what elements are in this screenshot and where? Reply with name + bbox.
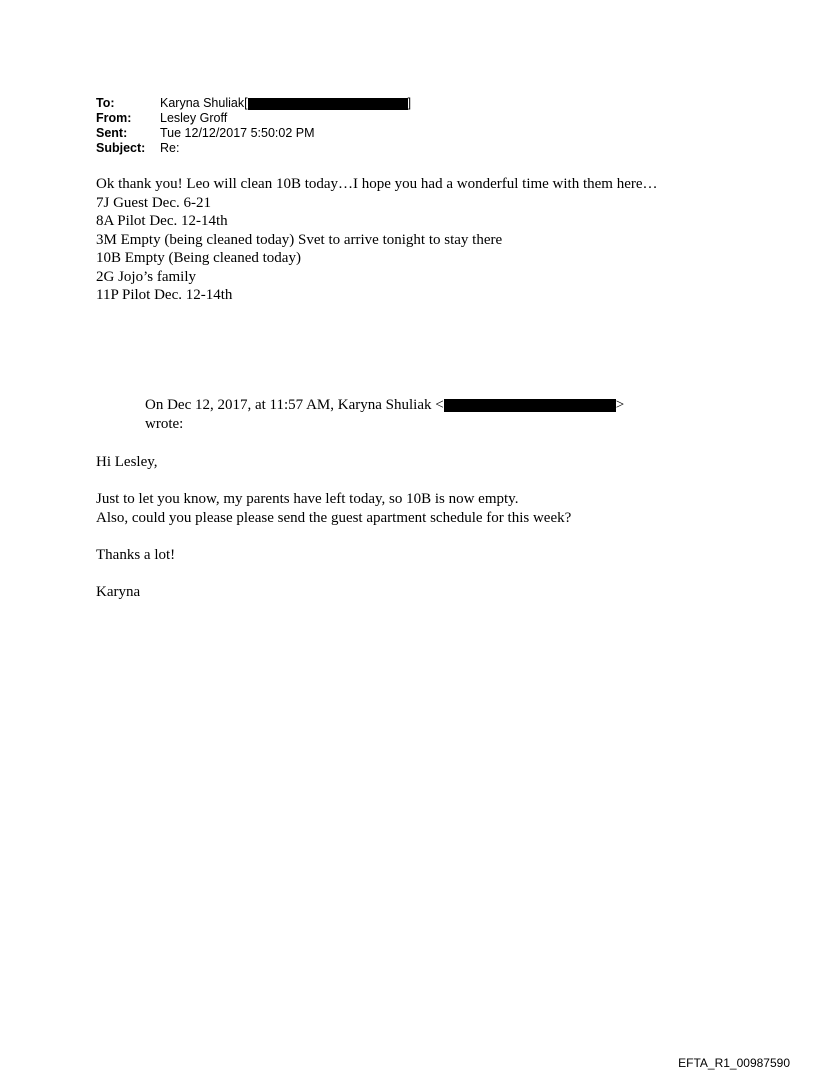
paragraph-gap xyxy=(96,472,756,491)
email-header xyxy=(96,96,411,156)
quoted-signature: Karyna xyxy=(96,583,141,600)
quoted-header-line xyxy=(145,396,705,415)
quoted-paragraph-line: Just to let you know, my parents have left today, so 10B is now empty. xyxy=(96,491,519,507)
to-row xyxy=(96,96,411,111)
sent-row xyxy=(96,126,411,141)
reply-line: 8A Pilot Dec. 12-14th xyxy=(96,213,228,229)
to-label: To: xyxy=(96,96,115,110)
quoted-greeting: Hi Lesley, xyxy=(96,454,158,470)
sent-value: Tue 12/12/2017 5:50:02 PM xyxy=(160,126,315,140)
quoted-header-wrote: wrote: xyxy=(145,415,184,432)
document-id: EFTA_R1_00987590 xyxy=(678,1056,790,1070)
reply-line: 10B Empty (Being cleaned today) xyxy=(96,250,301,266)
reply-line: 7J Guest Dec. 6-21 xyxy=(96,194,211,211)
quoted-paragraph-line: Also, could you please please send the guest apartment schedule for this week? xyxy=(96,509,572,526)
subject-label: Subject: xyxy=(96,141,146,155)
from-label: From: xyxy=(96,111,132,125)
reply-line: 11P Pilot Dec. 12-14th xyxy=(96,287,233,303)
reply-line: 3M Empty (being cleaned today) Svet to arrive tonight to stay there xyxy=(96,231,503,248)
subject-value: Re: xyxy=(160,141,180,155)
redaction-box xyxy=(444,399,616,412)
quoted-header-prefix: On Dec 12, 2017, at 11:57 AM, Karyna Shuliak < xyxy=(145,397,444,413)
quoted-header-suffix: > xyxy=(615,397,625,413)
to-name: Karyna Shuliak[ xyxy=(160,96,248,110)
quoted-body xyxy=(96,453,756,601)
from-value: Lesley Groff xyxy=(160,111,228,125)
reply-line: Ok thank you! Leo will clean 10B today…I hope you had a wonderful time with them here… xyxy=(96,176,658,192)
redaction-box xyxy=(248,98,408,110)
subject-row xyxy=(96,141,411,156)
from-row xyxy=(96,111,411,126)
to-close: ] xyxy=(407,96,412,110)
sent-label: Sent: xyxy=(96,126,128,140)
reply-line: 2G Jojo’s family xyxy=(96,268,196,285)
quoted-header xyxy=(145,396,705,433)
reply-body xyxy=(96,175,756,305)
to-value xyxy=(160,96,411,111)
paragraph-gap xyxy=(96,527,756,546)
quoted-thanks: Thanks a lot! xyxy=(96,546,176,563)
paragraph-gap xyxy=(96,564,756,583)
